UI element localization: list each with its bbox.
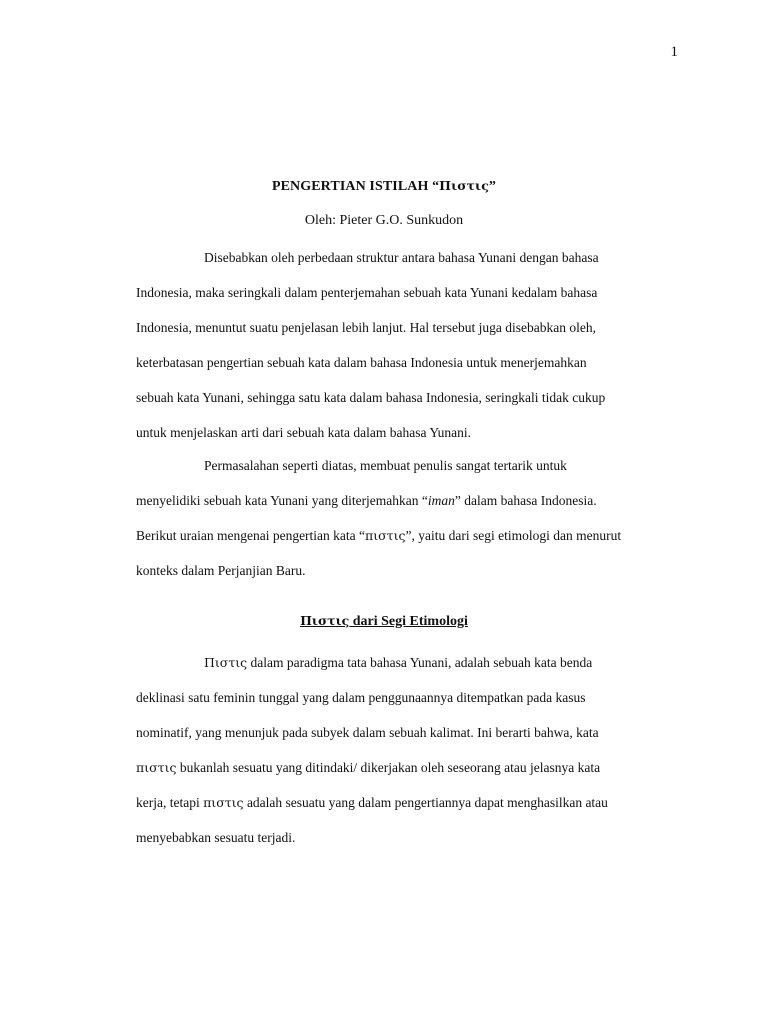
paragraph-line: Indonesia, menuntut suatu penjelasan lebih lanjut. Hal tersebut juga disebabkan oleh, bbox=[136, 320, 597, 335]
text-run: kerja, tetapi bbox=[136, 795, 204, 810]
paragraph-line: keterbatasan pengertian sebuah kata dalam bahasa Indonesia untuk menerjemahkan bbox=[136, 355, 587, 370]
paragraph-etymology bbox=[136, 645, 676, 855]
document-title bbox=[0, 178, 768, 195]
page-number: 1 bbox=[670, 44, 678, 60]
title-suffix: ” bbox=[488, 179, 497, 194]
paragraph-purpose bbox=[136, 448, 676, 588]
greek-word: πιστις bbox=[365, 528, 406, 543]
paragraph-line: Permasalahan seperti diatas, membuat penulis sangat tertarik untuk bbox=[204, 458, 567, 473]
paragraph-line: untuk menjelaskan arti dari sebuah kata dalam bahasa Yunani. bbox=[136, 425, 472, 440]
greek-word: Πιστις bbox=[204, 655, 248, 670]
paragraph-line: menyebabkan sesuatu terjadi. bbox=[136, 830, 296, 845]
paragraph-line: nominatif, yang menunjuk pada subyek dalam sebuah kalimat. Ini berarti bahwa, kata bbox=[136, 725, 599, 740]
paragraph-line: konteks dalam Perjanjian Baru. bbox=[136, 563, 306, 578]
author-line: Oleh: Pieter G.O. Sunkudon bbox=[304, 213, 464, 228]
text-run: menyelidiki sebuah kata Yunani yang diterjemahkan “ bbox=[136, 493, 428, 508]
heading-greek-word: Πιστις bbox=[300, 613, 350, 628]
greek-word: πιστις bbox=[203, 795, 244, 810]
text-run: dalam paradigma tata bahasa Yunani, adalah sebuah kata benda bbox=[247, 655, 593, 670]
text-run: bukanlah sesuatu yang ditindaki/ dikerjakan oleh seseorang atau jelasnya kata bbox=[176, 760, 601, 775]
text-run: ”, yaitu dari segi etimologi dan menurut bbox=[405, 528, 622, 543]
paragraph-line bbox=[136, 645, 676, 680]
paragraph-line: Disebabkan oleh perbedaan struktur antara bahasa Yunani dengan bahasa bbox=[204, 250, 599, 265]
paragraph-line bbox=[136, 483, 676, 518]
title-prefix: PENGERTIAN ISTILAH “ bbox=[271, 179, 440, 194]
paragraph-line: Indonesia, maka seringkali dalam penterjemahan sebuah kata Yunani kedalam bahasa bbox=[136, 285, 598, 300]
paragraph-line bbox=[136, 785, 676, 820]
greek-word: πιστις bbox=[136, 760, 177, 775]
heading-text: dari Segi Etimologi bbox=[349, 614, 468, 629]
section-heading bbox=[0, 613, 768, 630]
paragraph-intro bbox=[136, 240, 676, 450]
text-run: adalah sesuatu yang dalam pengertiannya dapat menghasilkan atau bbox=[243, 795, 608, 810]
title-greek-word: Πιστις bbox=[439, 178, 489, 193]
text-run: Berikut uraian mengenai pengertian kata “ bbox=[136, 528, 366, 543]
italic-term: iman bbox=[427, 493, 455, 508]
paragraph-line: sebuah kata Yunani, sehingga satu kata dalam bahasa Indonesia, seringkali tidak cukup bbox=[136, 390, 606, 405]
paragraph-line bbox=[136, 750, 676, 785]
paragraph-line bbox=[136, 518, 676, 553]
paragraph-line: deklinasi satu feminin tunggal yang dalam penggunaannya ditempatkan pada kasus bbox=[136, 690, 586, 705]
text-run: ” dalam bahasa Indonesia. bbox=[454, 493, 597, 508]
